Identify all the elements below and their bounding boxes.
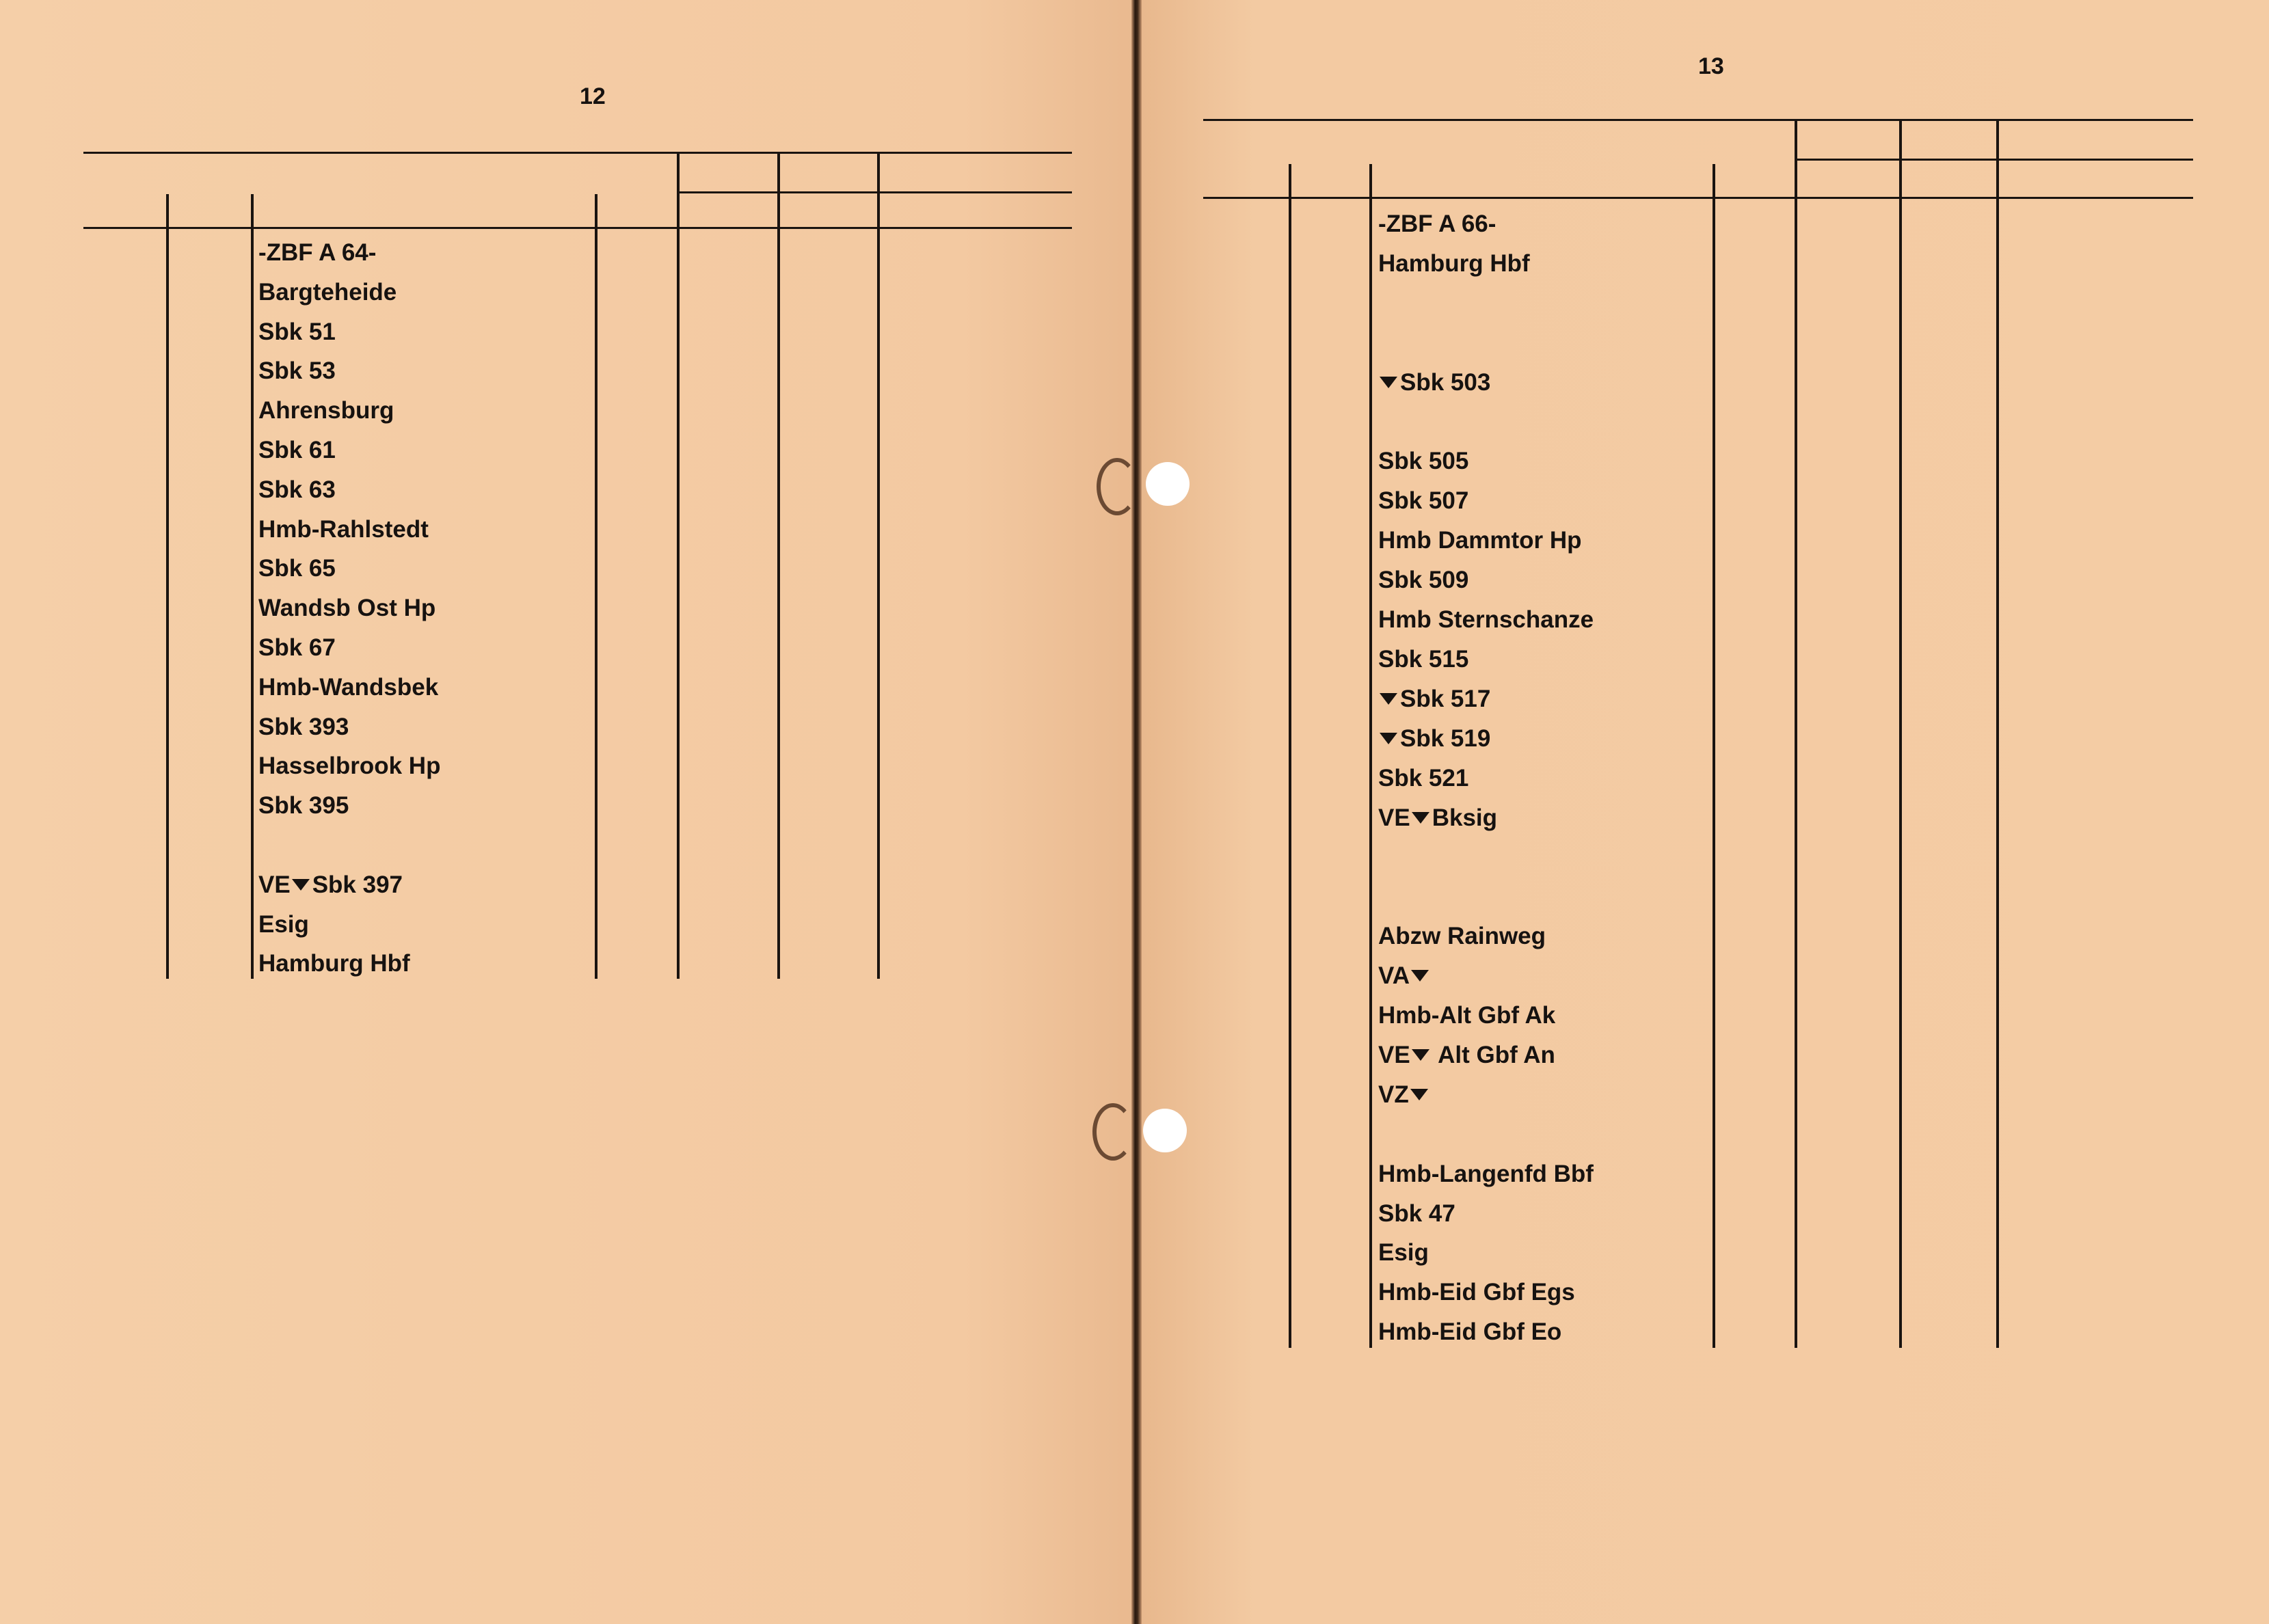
column-divider xyxy=(251,194,254,979)
station-name: Esig xyxy=(258,910,309,938)
column-divider xyxy=(777,152,780,979)
column-divider xyxy=(166,194,169,979)
column-divider xyxy=(1996,119,1999,1348)
station-name: Sbk 393 xyxy=(258,713,349,740)
rule-line xyxy=(83,227,1072,229)
punch-hole-ring-bottom xyxy=(1092,1103,1133,1161)
rule-line xyxy=(1203,119,2193,121)
station-name: Hmb-Rahlstedt xyxy=(258,515,429,543)
station-name: Abzw Rainweg xyxy=(1378,923,1546,950)
signal-triangle-icon xyxy=(1380,693,1397,705)
station-name: Sbk 515 xyxy=(1378,645,1469,673)
station-name: Hmb-Langenfd Bbf xyxy=(1378,1160,1594,1187)
punch-hole-top xyxy=(1146,462,1190,506)
station-name: Hmb-Alt Gbf Ak xyxy=(1378,1002,1556,1029)
page-number-left: 12 xyxy=(580,83,606,109)
station-name: Sbk 51 xyxy=(258,318,336,345)
station-name: Sbk 67 xyxy=(258,634,336,661)
signal-triangle-icon xyxy=(1380,733,1397,744)
station-name: -ZBF A 64- xyxy=(258,239,377,266)
station-name: Hamburg Hbf xyxy=(1378,249,1530,277)
column-divider xyxy=(1795,119,1797,1348)
rule-line xyxy=(83,152,1072,154)
rule-line xyxy=(1203,197,2193,199)
station-name: -ZBF A 66- xyxy=(1378,211,1496,237)
signal-triangle-icon xyxy=(1412,812,1429,824)
station-name: Sbk 47 xyxy=(1378,1200,1455,1227)
signal-triangle-icon xyxy=(292,879,310,891)
station-name: VE Bksig xyxy=(1378,804,1498,831)
column-divider xyxy=(677,152,680,979)
station-name: Hmb-Eid Gbf Eo xyxy=(1378,1318,1562,1346)
station-name: Sbk 53 xyxy=(258,357,336,385)
station-name: VA xyxy=(1378,964,1432,988)
punch-hole-bottom xyxy=(1143,1109,1187,1152)
column-divider xyxy=(877,152,880,979)
signal-triangle-icon xyxy=(1412,1049,1429,1061)
station-name: Sbk 509 xyxy=(1378,567,1469,594)
station-name: Sbk 517 xyxy=(1378,687,1490,711)
station-name: Sbk 507 xyxy=(1378,487,1469,515)
station-name: Sbk 395 xyxy=(258,792,349,820)
station-name: Sbk 519 xyxy=(1378,727,1490,750)
station-name: Sbk 521 xyxy=(1378,764,1469,791)
station-name: VZ xyxy=(1378,1083,1431,1107)
station-name: Sbk 503 xyxy=(1378,370,1490,394)
station-name: Hmb-Eid Gbf Egs xyxy=(1378,1279,1575,1306)
station-name: Bargteheide xyxy=(258,278,397,306)
book-spine xyxy=(1131,0,1142,1624)
column-divider xyxy=(1713,164,1715,1348)
station-name: Hmb Dammtor Hp xyxy=(1378,527,1582,554)
station-name: Wandsb Ost Hp xyxy=(258,595,436,622)
column-divider xyxy=(1899,119,1902,1348)
right-page xyxy=(1142,0,2269,1624)
signal-triangle-icon xyxy=(1380,377,1397,388)
station-name: VE Alt Gbf An xyxy=(1378,1041,1555,1068)
station-name: Hmb-Wandsbek xyxy=(258,673,439,701)
station-name: Ahrensburg xyxy=(258,397,394,424)
station-name: Hmb Sternschanze xyxy=(1378,606,1594,633)
column-divider xyxy=(595,194,598,979)
station-name: Hamburg Hbf xyxy=(258,950,410,977)
signal-triangle-icon xyxy=(1411,970,1429,982)
column-divider xyxy=(1289,164,1291,1348)
station-name: Sbk 505 xyxy=(1378,448,1469,475)
signal-triangle-icon xyxy=(1410,1089,1428,1100)
station-name: Hasselbrook Hp xyxy=(258,753,441,780)
station-name: Sbk 65 xyxy=(258,555,336,582)
punch-hole-ring-top xyxy=(1097,458,1138,515)
page-number-right: 13 xyxy=(1698,53,1724,79)
station-name: Sbk 61 xyxy=(258,437,336,463)
station-name: Sbk 63 xyxy=(258,476,336,503)
column-divider xyxy=(1369,164,1372,1348)
station-name: Esig xyxy=(1378,1239,1429,1267)
rule-line xyxy=(677,191,1072,193)
rule-line xyxy=(1795,159,2193,161)
station-name: VE Sbk 397 xyxy=(258,871,403,898)
